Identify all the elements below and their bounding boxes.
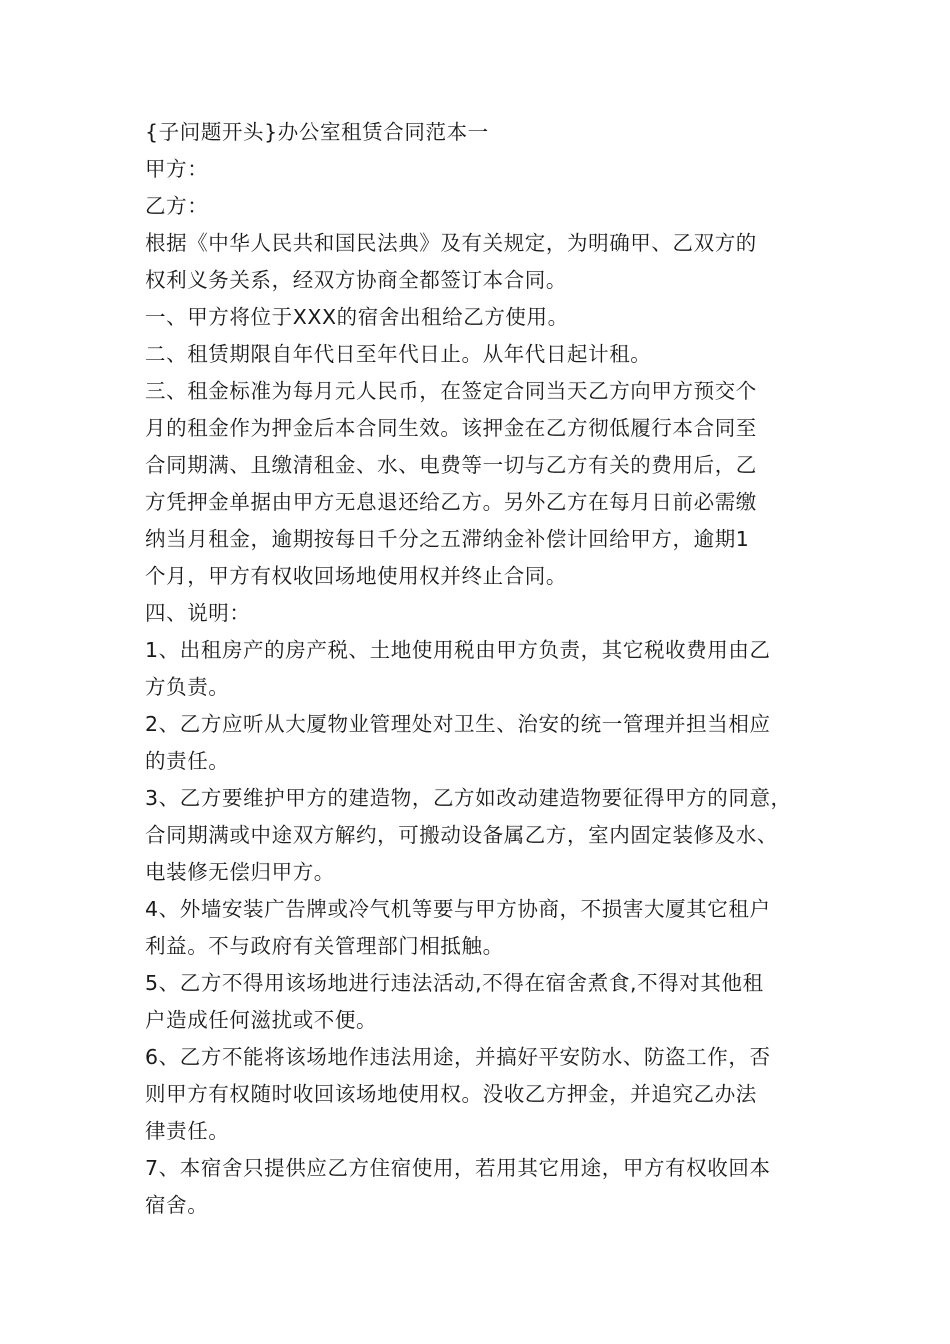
contract-paragraph [145, 595, 825, 632]
document-body [145, 114, 825, 1224]
paragraph-line: 方负责。 [145, 675, 230, 699]
paragraph-line: 5、乙方不得用该场地进行违法活动,不得在宿舍煮食,不得对其他租 [145, 971, 764, 995]
contract-paragraph [145, 632, 825, 706]
paragraph-line: 二、租赁期限自年代日至年代日止。从年代日起计租。 [145, 342, 652, 366]
contract-paragraph [145, 225, 825, 299]
paragraph-line: 7、本宿舍只提供应乙方住宿使用，若用其它用途，甲方有权收回本 [145, 1156, 771, 1180]
paragraph-line: 宿舍。 [145, 1193, 209, 1217]
contract-paragraph [145, 1150, 825, 1224]
contract-paragraph [145, 299, 825, 336]
paragraph-line: 纳当月租金，逾期按每日千分之五滞纳金补偿计回给甲方，逾期1 [145, 527, 750, 551]
paragraph-line: 三、租金标准为每月元人民币，在签定合同当天乙方向甲方预交个 [145, 379, 757, 403]
paragraph-line: 一、甲方将位于XXX的宿舍出租给乙方使用。 [145, 305, 569, 329]
paragraph-line: 2、乙方应听从大厦物业管理处对卫生、治安的统一管理并担当相应 [145, 712, 771, 736]
contract-paragraph [145, 1039, 825, 1150]
contract-clauses [145, 225, 825, 1224]
party-a-label: 甲方： [145, 157, 209, 181]
paragraph-line: 4、外墙安装广告牌或冷气机等要与甲方协商，不损害大厦其它租户 [145, 897, 771, 921]
paragraph-line: 户造成任何滋扰或不便。 [145, 1008, 378, 1032]
paragraph-line: 6、乙方不能将该场地作违法用途，并搞好平安防水、防盗工作，否 [145, 1045, 771, 1069]
contract-paragraph [145, 373, 825, 595]
paragraph-line: 根据《中华人民共和国民法典》及有关规定，为明确甲、乙双方的 [145, 231, 757, 255]
document-title: {子问题开头}办公室租赁合同范本一 [145, 120, 489, 144]
contract-paragraph [145, 891, 825, 965]
paragraph-line: 方凭押金单据由甲方无息退还给乙方。另外乙方在每月日前必需缴 [145, 490, 757, 514]
paragraph-line: 则甲方有权随时收回该场地使用权。没收乙方押金，并追究乙办法 [145, 1082, 757, 1106]
paragraph-line: 月的租金作为押金后本合同生效。该押金在乙方彻低履行本合同至 [145, 416, 757, 440]
contract-paragraph [145, 706, 825, 780]
paragraph-line: 电装修无偿归甲方。 [145, 860, 335, 884]
paragraph-line: 3、乙方要维护甲方的建造物，乙方如改动建造物要征得甲方的同意， [145, 786, 792, 810]
paragraph-line: 合同期满或中途双方解约，可搬动设备属乙方，室内固定装修及水、 [145, 823, 778, 847]
paragraph-line: 合同期满、且缴清租金、水、电费等一切与乙方有关的费用后，乙 [145, 453, 757, 477]
paragraph-line: 利益。不与政府有关管理部门相抵触。 [145, 934, 504, 958]
paragraph-line: 个月，甲方有权收回场地使用权并终止合同。 [145, 564, 567, 588]
contract-paragraph [145, 336, 825, 373]
paragraph-line: 的责任。 [145, 749, 230, 773]
contract-paragraph [145, 965, 825, 1039]
party-b-label: 乙方： [145, 194, 209, 218]
paragraph-line: 律责任。 [145, 1119, 230, 1143]
paragraph-line: 四、说明： [145, 601, 251, 625]
paragraph-line: 权利义务关系，经双方协商全都签订本合同。 [145, 268, 567, 292]
contract-paragraph [145, 780, 825, 891]
paragraph-line: 1、出租房产的房产税、土地使用税由甲方负责，其它税收费用由乙 [145, 638, 771, 662]
